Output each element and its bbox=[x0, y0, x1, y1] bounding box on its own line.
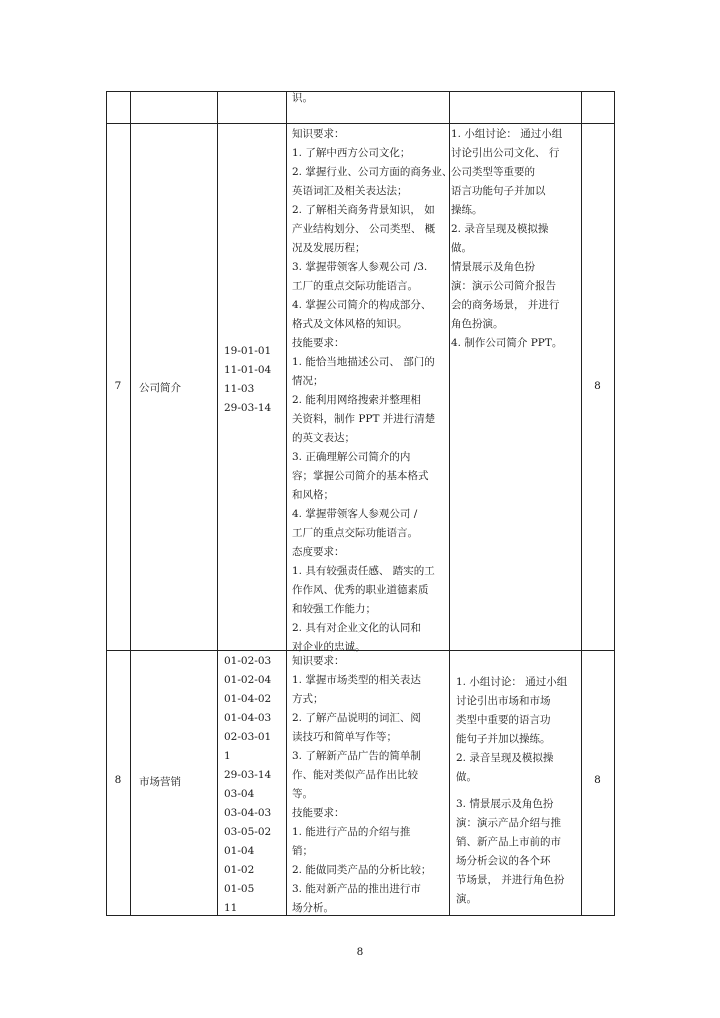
text-line: 等。 bbox=[292, 788, 313, 800]
text-line: 3. 情景展示及角色扮 bbox=[456, 798, 554, 810]
row8-content bbox=[292, 652, 431, 918]
code-line: 1 bbox=[224, 750, 231, 762]
table-border-right bbox=[614, 91, 615, 915]
text-line: 识。 bbox=[292, 92, 313, 104]
table-top-border bbox=[106, 91, 615, 92]
text-line: 4. 掌握带领客人参观公司 / bbox=[292, 508, 418, 520]
text-line: 关资料，制作 PPT 并进行清楚 bbox=[292, 413, 436, 425]
text-line: 况及发展历程； bbox=[292, 242, 366, 254]
text-line: 演：演示产品介绍与推 bbox=[456, 817, 561, 829]
row7-content bbox=[292, 125, 452, 657]
row7-hours: 8 bbox=[594, 380, 601, 392]
text-line: 1. 小组讨论： 通过小组 bbox=[456, 676, 568, 688]
text-line: 讨论引出市场和市场 bbox=[456, 695, 551, 707]
text-line: 1. 了解中西方公司文化； bbox=[292, 147, 411, 159]
code-line: 01-05 bbox=[224, 883, 255, 895]
text-line: 2. 了解相关商务背景知识， 如 bbox=[292, 204, 435, 216]
text-line: 讨论引出公司文化、 行 bbox=[451, 147, 560, 159]
code-line: 01-02-03 bbox=[224, 655, 272, 667]
col-divider-1 bbox=[130, 91, 131, 915]
text-line: 销； bbox=[292, 845, 313, 857]
col-divider-3 bbox=[286, 91, 287, 915]
text-line: 2. 掌握行业、公司方面的商务业、 bbox=[292, 166, 453, 178]
row-divider-7 bbox=[106, 123, 615, 124]
text-line: 3. 能对新产品的推出进行市 bbox=[292, 883, 421, 895]
text-line: 会的商务场景， 并进行 bbox=[451, 299, 560, 311]
code-line: 01-04-03 bbox=[224, 712, 272, 724]
code-line: 11-01-04 bbox=[224, 364, 272, 376]
code-line: 11 bbox=[224, 902, 238, 914]
code-line: 01-02-04 bbox=[224, 674, 272, 686]
text-line: 和风格； bbox=[292, 489, 334, 501]
text-line: 2. 录音呈现及模拟操 bbox=[456, 752, 554, 764]
text-line: 工厂的重点交际功能语言。 bbox=[292, 280, 418, 292]
row7-codes bbox=[224, 342, 271, 418]
text-line: 3. 掌握带领客人参观公司 /3. bbox=[292, 261, 428, 273]
text-line: 知识要求： bbox=[292, 128, 345, 140]
table-border-left bbox=[106, 91, 107, 915]
text-line: 能句子并加以操练。 bbox=[456, 733, 551, 745]
row8-module: 市场营销 bbox=[139, 776, 181, 788]
text-line: 态度要求： bbox=[292, 546, 345, 558]
text-line: 节场景， 并进行角色扮 bbox=[456, 874, 565, 886]
text-line: 4. 制作公司简介 PPT。 bbox=[451, 337, 563, 349]
text-line: 容；掌握公司简介的基本格式 bbox=[292, 470, 429, 482]
text-line: 1. 具有较强责任感、 踏实的工 bbox=[292, 565, 435, 577]
text-line: 方式； bbox=[292, 693, 324, 705]
text-line: 3. 正确理解公司简介的内 bbox=[292, 451, 411, 463]
text-line: 演。 bbox=[456, 893, 477, 905]
top-row-content bbox=[292, 89, 313, 108]
text-line: 类型中重要的语言功 bbox=[456, 714, 551, 726]
row7-module: 公司简介 bbox=[139, 382, 181, 394]
row7-methods bbox=[451, 125, 562, 353]
code-line: 11-03 bbox=[224, 383, 255, 395]
text-line: 的英文表达； bbox=[292, 432, 355, 444]
text-line: 产业结构划分、 公司类型、 概 bbox=[292, 223, 436, 235]
col-divider-2 bbox=[217, 91, 218, 915]
text-line: 角色扮演。 bbox=[451, 318, 504, 330]
text-line: 场分析。 bbox=[292, 902, 334, 914]
text-line: 做。 bbox=[456, 771, 477, 783]
text-line: 格式及文体风格的知识。 bbox=[292, 318, 408, 330]
text-line: 情景展示及角色扮 bbox=[451, 261, 535, 273]
text-line: 1. 小组讨论： 通过小组 bbox=[451, 128, 563, 140]
text-line: 演：演示公司简介报告 bbox=[451, 280, 556, 292]
code-line: 19-01-01 bbox=[224, 345, 272, 357]
code-line: 02-03-01 bbox=[224, 731, 272, 743]
code-line: 03-04-03 bbox=[224, 807, 272, 819]
text-line: 2. 了解产品说明的词汇、阅 bbox=[292, 712, 421, 724]
text-line: 作作风、优秀的职业道德素质 bbox=[292, 584, 429, 596]
text-line: 销、新产品上市前的市 bbox=[456, 836, 561, 848]
text-line: 2. 能利用网络搜索并整理相 bbox=[292, 394, 421, 406]
text-line: 2. 录音呈现及模拟操 bbox=[451, 223, 549, 235]
text-line: 技能要求： bbox=[292, 337, 345, 349]
page-number: 8 bbox=[356, 946, 364, 958]
code-line: 01-04-02 bbox=[224, 693, 272, 705]
code-line: 29-03-14 bbox=[224, 402, 272, 414]
code-line: 03-05-02 bbox=[224, 826, 272, 838]
code-line: 03-04 bbox=[224, 788, 255, 800]
text-line: 4. 掌握公司简介的构成部分、 bbox=[292, 299, 432, 311]
text-line: 3. 了解新产品广告的简单制 bbox=[292, 750, 421, 762]
text-line: 情况； bbox=[292, 375, 324, 387]
text-line: 1. 能进行产品的介绍与推 bbox=[292, 826, 411, 838]
row8-hours: 8 bbox=[594, 774, 601, 786]
text-line: 场分析会议的各个环 bbox=[456, 855, 551, 867]
text-line: 1. 能恰当地描述公司、 部门的 bbox=[292, 356, 435, 368]
row8-number: 8 bbox=[114, 774, 122, 786]
text-line: 2. 能做同类产品的分析比较； bbox=[292, 864, 432, 876]
text-line: 对企业的忠诚。 bbox=[292, 641, 366, 653]
text-line: 操练。 bbox=[451, 204, 483, 216]
text-line: 公司类型等重要的 bbox=[451, 166, 535, 178]
text-line: 做。 bbox=[451, 242, 472, 254]
text-line: 知识要求： bbox=[292, 655, 345, 667]
text-line: 2. 具有对企业文化的认同和 bbox=[292, 622, 421, 634]
text-line: 和较强工作能力； bbox=[292, 603, 376, 615]
text-line: 1. 掌握市场类型的相关表达 bbox=[292, 674, 421, 686]
row7-number: 7 bbox=[114, 380, 122, 392]
row8-codes bbox=[224, 652, 271, 918]
row8-methods bbox=[456, 673, 567, 909]
code-line: 01-02 bbox=[224, 864, 255, 876]
text-line: 工厂的重点交际功能语言。 bbox=[292, 527, 418, 539]
text-line: 英语词汇及相关表达法； bbox=[292, 185, 408, 197]
code-line: 01-04 bbox=[224, 845, 255, 857]
code-line: 29-03-14 bbox=[224, 769, 272, 781]
text-line: 语言功能句子并加以 bbox=[451, 185, 546, 197]
text-line: 读技巧和简单写作等； bbox=[292, 731, 397, 743]
text-line: 作、能对类似产品作出比较 bbox=[292, 769, 418, 781]
col-divider-5 bbox=[581, 91, 582, 915]
text-line: 技能要求： bbox=[292, 807, 345, 819]
